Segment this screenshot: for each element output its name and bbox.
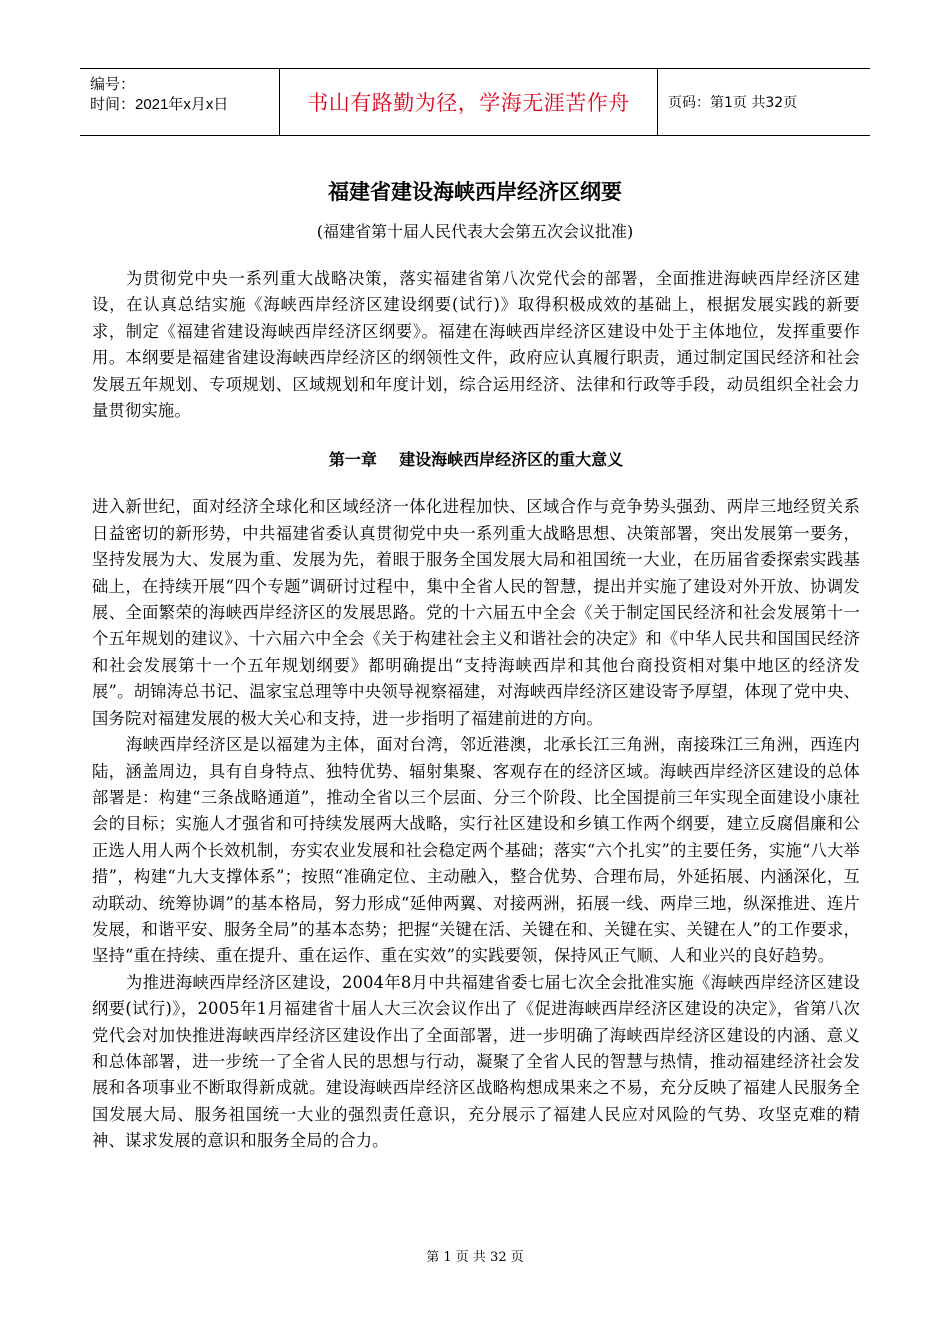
- header-motto: 书山有路勤为径，学海无涯苦作舟: [280, 69, 658, 135]
- body-paragraph-3: 为推进海峡西岸经济区建设，2004年8月中共福建省委七届七次全会批准实施《海峡西岸经济区建设纲要(试行)》，2005年1月福建省十届人大三次会议作出了《促进海峡西岸经济区建设的决定》，省第八次党代会对加快推进海峡西岸经济区建设作出了全面部署，进一步明确了海峡西岸经济区建设的内涵、意义和总体部署，进一步统一了全省人民的思想与行动，凝聚了全省人民的智慧与热情，推动福建经济社会发展和各项事业不断取得新成就。建设海峡西岸经济区战略构想成果来之不易，充分反映了福建人民服务全国发展大局、服务祖国统一大业的强烈责任意识，充分展示了福建人民应对风险的气势、攻坚克难的精神、谋求发展的意识和服务全局的合力。: [92, 972, 860, 1151]
- header-page-info: 页码：第1页 共32页: [668, 95, 798, 111]
- header-meta-cell: [80, 69, 280, 135]
- document-title: 福建省建设海峡西岸经济区纲要: [328, 180, 622, 204]
- document-body: [92, 266, 860, 1155]
- document-time-label: 时间：2021年x月x日: [90, 96, 229, 113]
- chapter-heading: 第一章 建设海峡西岸经济区的重大意义: [328, 450, 624, 470]
- page-footer: 第 1 页 共 32 页: [426, 1250, 524, 1265]
- intro-paragraph: 为贯彻党中央一系列重大战略决策，落实福建省第八次党代会的部署，全面推进海峡西岸经济区建设，在认真总结实施《海峡西岸经济区建设纲要(试行)》取得积极成效的基础上，根据发展实践的新要求，制定《福建省建设海峡西岸经济区纲要》。福建在海峡西岸经济区建设中处于主体地位，发挥重要作用。本纲要是福建省建设海峡西岸经济区的纲领性文件，政府应认真履行职责，通过制定国民经济和社会发展五年规划、专项规划、区域规划和年度计划，综合运用经济、法律和行政等手段，动员组织全社会力量贯彻实施。: [92, 269, 860, 421]
- document-subtitle: (福建省第十届人民代表大会第五次会议批准): [316, 222, 634, 241]
- page-header: [80, 68, 870, 136]
- body-paragraph-1: 进入新世纪，面对经济全球化和区域经济一体化进程加快、区域合作与竞争势头强劲、两岸三地经贸关系日益密切的新形势，中共福建省委认真贯彻党中央一系列重大战略思想、决策部署，突出发展第一要务，坚持发展为大、发展为重、发展为先，着眼于服务全国发展大局和祖国统一大业，在历届省委探索实践基础上，在持续开展“四个专题”调研讨过程中，集中全省人民的智慧，提出并实施了建设对外开放、协调发展、全面繁荣的海峡西岸经济区的发展思路。党的十六届五中全会《关于制定国民经济和社会发展第十一个五年规划的建议》、十六届六中全会《关于构建社会主义和谐社会的决定》和《中华人民共和国国民经济和社会发展第十一个五年规划纲要》都明确提出“支持海峡西岸和其他台商投资相对集中地区的经济发展”。胡锦涛总书记、温家宝总理等中央领导视察福建，对海峡西岸经济区建设寄予厚望，体现了党中央、国务院对福建发展的极大关心和支持，进一步指明了福建前进的方向。: [92, 497, 860, 728]
- document-number-label: 编号：: [90, 76, 136, 93]
- body-paragraph-2: 海峡西岸经济区是以福建为主体，面对台湾，邻近港澳，北承长江三角洲，南接珠江三角洲，西连内陆，涵盖周边，具有自身特点、独特优势、辐射集聚、客观存在的经济区域。海峡西岸经济区建设的总体部署是：构建“三条战略通道”，推动全省以三个层面、分三个阶段、比全国提前三年实现全面建设小康社会的目标；实施人才强省和可持续发展两大战略，实行社区建设和乡镇工作两个纲要，建立反腐倡廉和公正选人用人两个长效机制，夯实农业发展和社会稳定两个基础；落实“六个扎实”的主要任务，实施“八大举措”，构建“九大支撑体系”；按照“准确定位、主动融入，整合优势、合理布局，外延拓展、内涵深化，互动联动、统筹协调”的基本格局，努力形成“延伸两翼、对接两洲，拓展一线、两岸三地，纵深推进、连片发展，和谐平安、服务全局”的基本态势；把握“关键在活、关键在和、关键在实、关键在人”的工作要求，坚持“重在持续、重在提升、重在运作、重在实效”的实践要领，保持风正气顺、人和业兴的良好趋势。: [92, 735, 860, 966]
